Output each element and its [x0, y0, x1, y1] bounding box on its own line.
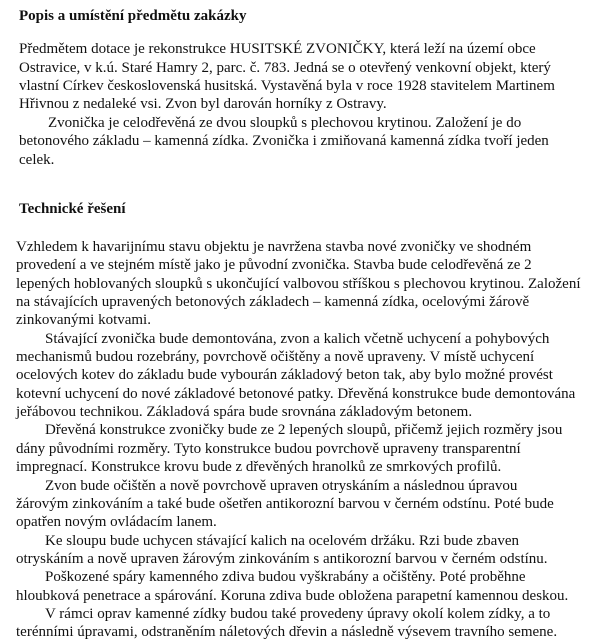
paragraph-line: hloubková penetrace a spárování. Koruna zdiva bude obložena parapetní kamennou deskou.: [16, 588, 569, 604]
paragraph-line: betonového základu – kamenná zídka. Zvonička i zmiňovaná kamenná zídka tvoří jeden: [19, 133, 549, 149]
paragraph-line: Ostravice, v k.ú. Staré Hamry 2, parc. č. 783. Jedná se o otevřený venkovní objekt, který: [19, 60, 551, 76]
paragraph-line: dány původními rozměry. Tyto konstrukce budou povrchově upraveny transparentní: [16, 441, 521, 457]
paragraph-line: žárovým zinkováním a také bude ošetřen antikorozní barvou v černém odstínu. Poté bude: [16, 496, 554, 512]
paragraph-line: Ke sloupu bude uchycen stávající kalich na ocelovém držáku. Rzi bude zbaven: [45, 533, 519, 549]
section-heading-description: Popis a umístění předmětu zakázky: [19, 8, 247, 24]
paragraph-line: mechanismů budou rozebrány, povrchově očištěny a nově upraveny. V místě uchycení: [16, 349, 535, 365]
paragraph-line: na stávajících upravených betonových základech – kamenná zídka, ocelovými žárově: [16, 294, 530, 310]
paragraph-line: Poškozené spáry kamenného zdiva budou vyškrabány a očištěny. Poté proběhne: [45, 569, 526, 585]
paragraph-line: lepených hoblovaných sloupků s ukončující valbovou stříškou s plechovou krytinou. Založení: [16, 276, 581, 292]
paragraph-line: opatřen novým ovládacím lanem.: [16, 514, 217, 530]
paragraph-line: celek.: [19, 152, 55, 168]
paragraph-line: provedení a ve stejném místě jako je původní zvonička. Stavba bude celodřevěná ze 2: [16, 257, 532, 273]
paragraph-line: otryskáním a nově upraven žárovým zinkováním s antikorozní barvou v černém odstínu.: [16, 551, 548, 567]
paragraph-line: zinkovanými kotvami.: [16, 312, 151, 328]
paragraph-line: vlastní Církev československá husitská. Vystavěná byla v roce 1928 stavitelem Martinem: [19, 78, 555, 94]
paragraph-line: terénními úpravami, odstraněním náletových dřevin a následně výsevem travního semene.: [16, 624, 558, 640]
paragraph-line: Zvonička je celodřevěná ze dvou sloupků s plechovou krytinou. Založení je do: [48, 115, 522, 131]
paragraph-line: Předmětem dotace je rekonstrukce HUSITSKÉ ZVONIČKY, která leží na území obce: [19, 41, 536, 57]
paragraph-line: Stávající zvonička bude demontována, zvon a kalich včetně uchycení a pohybových: [45, 331, 550, 347]
paragraph-line: kotevní uchycení do nové základové betonové patky. Dřevěná konstrukce bude demontována: [16, 386, 576, 402]
paragraph-line: impregnací. Konstrukce krovu bude z dřevěných hranolků ze smrkových profilů.: [16, 459, 502, 475]
paragraph-line: Hřivnou z nedaleké vsi. Zvon byl darován horníky z Ostravy.: [19, 96, 387, 112]
paragraph-line: Vzhledem k havarijnímu stavu objektu je navržena stavba nové zvoničky ve shodném: [16, 239, 532, 255]
section-heading-technical: Technické řešení: [19, 201, 126, 217]
paragraph-line: ocelových kotev do základu bude vybourán základový beton tak, aby bylo možné provést: [16, 367, 553, 383]
paragraph-line: Dřevěná konstrukce zvoničky bude ze 2 lepených sloupů, přičemž jejich rozměry jsou: [45, 422, 563, 438]
paragraph-line: jeřábovou technikou. Základová spára bude srovnána základovým betonem.: [16, 404, 473, 420]
paragraph-line: Zvon bude očištěn a nově povrchově upraven otryskáním a následnou úpravou: [45, 478, 518, 494]
paragraph-line: V rámci oprav kamenné zídky budou také provedeny úpravy okolí kolem zídky, a to: [45, 606, 551, 622]
